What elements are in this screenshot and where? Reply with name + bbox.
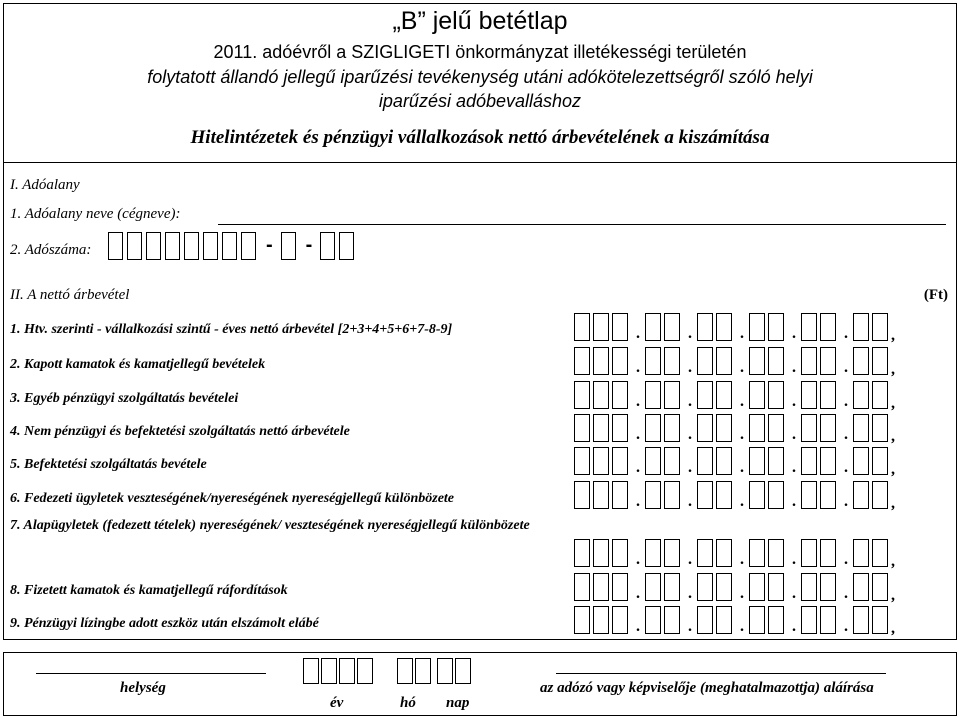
thousands-separator: .: [740, 618, 744, 635]
digit-box[interactable]: [612, 481, 628, 509]
digit-box[interactable]: [716, 381, 732, 409]
thousands-separator: .: [636, 393, 640, 410]
decimal-separator: ,: [891, 395, 895, 412]
thousands-separator: .: [844, 359, 848, 376]
digit-box[interactable]: [872, 481, 888, 509]
thousands-separator: .: [740, 493, 744, 510]
digit-box[interactable]: [697, 539, 713, 567]
row-label-4: 4. Nem pénzügyi és befektetési szolgáltatás nettó árbevétele: [10, 424, 350, 439]
row-label-8: 8. Fizetett kamatok és kamatjellegű ráfordítások: [10, 583, 288, 598]
thousands-separator: .: [636, 585, 640, 602]
digit-box[interactable]: [321, 658, 337, 684]
thousands-separator: .: [844, 393, 848, 410]
digit-box[interactable]: [820, 539, 836, 567]
digit-box[interactable]: [853, 347, 869, 375]
thousands-separator: .: [688, 551, 692, 568]
thousands-separator: .: [740, 426, 744, 443]
day-label: nap: [446, 695, 470, 711]
digit-box[interactable]: [697, 313, 713, 341]
thousands-separator: .: [792, 551, 796, 568]
digit-box[interactable]: [872, 606, 888, 634]
digit-box[interactable]: [612, 381, 628, 409]
digit-box[interactable]: [801, 606, 817, 634]
thousands-separator: .: [688, 459, 692, 476]
thousands-separator: .: [740, 551, 744, 568]
digit-box[interactable]: [872, 447, 888, 475]
digit-box[interactable]: [645, 573, 661, 601]
digit-box[interactable]: [574, 539, 590, 567]
digit-box[interactable]: [645, 381, 661, 409]
thousands-separator: .: [844, 426, 848, 443]
digit-box[interactable]: [108, 232, 123, 260]
year-label: év: [330, 695, 344, 711]
digit-box[interactable]: [853, 539, 869, 567]
digit-box[interactable]: [645, 447, 661, 475]
digit-box[interactable]: [612, 606, 628, 634]
thousands-separator: .: [740, 459, 744, 476]
digit-box[interactable]: [716, 606, 732, 634]
row-label-7: 7. Alapügyletek (fedezett tételek) nyereségének/ veszteségének nyereségjellegű különbözete: [10, 518, 530, 533]
digit-box[interactable]: [612, 539, 628, 567]
digit-box[interactable]: [241, 232, 256, 260]
decimal-separator: ,: [891, 361, 895, 378]
row-label-9: 9. Pénzügyi lízingbe adott eszköz után elszámolt elábé: [10, 616, 319, 631]
digit-box[interactable]: [281, 232, 296, 260]
decimal-separator: ,: [891, 327, 895, 344]
taxpayer-name-label: 1. Adóalany neve (cégneve):: [10, 206, 181, 222]
digit-box[interactable]: [872, 573, 888, 601]
digit-box[interactable]: [768, 414, 784, 442]
digit-box[interactable]: [801, 539, 817, 567]
header-line-2: folytatott állandó jellegű iparűzési tevékenység utáni adókötelezettségről szóló helyi: [147, 67, 813, 87]
digit-box[interactable]: [593, 347, 609, 375]
thousands-separator: .: [792, 585, 796, 602]
digit-box[interactable]: [664, 313, 680, 341]
thousands-separator: .: [844, 459, 848, 476]
dash-separator: -: [305, 234, 313, 256]
thousands-separator: .: [792, 393, 796, 410]
place-label: helység: [120, 680, 166, 696]
digit-box[interactable]: [664, 414, 680, 442]
digit-box[interactable]: [749, 606, 765, 634]
digit-box[interactable]: [749, 313, 765, 341]
thousands-separator: .: [844, 585, 848, 602]
row-label-5: 5. Befektetési szolgáltatás bevétele: [10, 457, 207, 472]
thousands-separator: .: [636, 618, 640, 635]
amount-field-3[interactable]: [574, 381, 903, 412]
form-title: „B” jelű betétlap: [392, 7, 568, 35]
digit-box[interactable]: [612, 447, 628, 475]
taxpayer-name-field[interactable]: [218, 224, 946, 225]
digit-box[interactable]: [853, 381, 869, 409]
digit-box[interactable]: [768, 481, 784, 509]
section-2-title: II. A nettó árbevétel: [10, 287, 130, 303]
thousands-separator: .: [740, 393, 744, 410]
digit-box[interactable]: [397, 658, 413, 684]
digit-box[interactable]: [801, 481, 817, 509]
decimal-separator: ,: [891, 495, 895, 512]
digit-box[interactable]: [801, 447, 817, 475]
thousands-separator: .: [636, 426, 640, 443]
digit-box[interactable]: [574, 481, 590, 509]
digit-box[interactable]: [645, 606, 661, 634]
row-label-6: 6. Fedezeti ügyletek veszteségének/nyereségének nyereségjellegű különbözete: [10, 491, 455, 506]
digit-box[interactable]: [801, 573, 817, 601]
digit-box[interactable]: [574, 347, 590, 375]
thousands-separator: .: [740, 325, 744, 342]
digit-box[interactable]: [853, 447, 869, 475]
digit-box[interactable]: [612, 313, 628, 341]
digit-box[interactable]: [697, 381, 713, 409]
digit-box[interactable]: [801, 381, 817, 409]
digit-box[interactable]: [415, 658, 431, 684]
thousands-separator: .: [688, 325, 692, 342]
digit-box[interactable]: [612, 347, 628, 375]
digit-box[interactable]: [612, 573, 628, 601]
digit-box[interactable]: [165, 232, 180, 260]
digit-box[interactable]: [222, 232, 237, 260]
digit-box[interactable]: [146, 232, 161, 260]
digit-box[interactable]: [820, 313, 836, 341]
digit-box[interactable]: [612, 414, 628, 442]
digit-box[interactable]: [645, 481, 661, 509]
digit-box[interactable]: [593, 573, 609, 601]
thousands-separator: .: [792, 459, 796, 476]
digit-box[interactable]: [357, 658, 373, 684]
digit-box[interactable]: [574, 573, 590, 601]
digit-box[interactable]: [768, 606, 784, 634]
digit-box[interactable]: [749, 573, 765, 601]
header-line-3: iparűzési adóbevalláshoz: [378, 91, 582, 111]
digit-box[interactable]: [645, 313, 661, 341]
digit-box[interactable]: [303, 658, 319, 684]
digit-box[interactable]: [664, 481, 680, 509]
digit-box[interactable]: [664, 573, 680, 601]
thousands-separator: .: [740, 359, 744, 376]
digit-box[interactable]: [749, 447, 765, 475]
thousands-separator: .: [688, 493, 692, 510]
tax-number-field[interactable]: [108, 232, 358, 260]
thousands-separator: .: [792, 618, 796, 635]
thousands-separator: .: [636, 459, 640, 476]
digit-box[interactable]: [697, 573, 713, 601]
thousands-separator: .: [688, 585, 692, 602]
thousands-separator: .: [636, 551, 640, 568]
digit-box[interactable]: [593, 313, 609, 341]
tax-number-label: 2. Adószáma:: [10, 242, 92, 258]
digit-box[interactable]: [768, 539, 784, 567]
digit-box[interactable]: [749, 347, 765, 375]
digit-box[interactable]: [593, 481, 609, 509]
date-field[interactable]: [303, 658, 473, 684]
digit-box[interactable]: [664, 381, 680, 409]
digit-box[interactable]: [820, 381, 836, 409]
digit-box[interactable]: [716, 539, 732, 567]
digit-box[interactable]: [184, 232, 199, 260]
digit-box[interactable]: [716, 414, 732, 442]
digit-box[interactable]: [872, 347, 888, 375]
digit-box[interactable]: [455, 658, 471, 684]
digit-box[interactable]: [749, 481, 765, 509]
digit-box[interactable]: [853, 481, 869, 509]
thousands-separator: .: [844, 325, 848, 342]
digit-box[interactable]: [749, 414, 765, 442]
thousands-separator: .: [688, 426, 692, 443]
thousands-separator: .: [844, 493, 848, 510]
decimal-separator: ,: [891, 461, 895, 478]
digit-box[interactable]: [716, 573, 732, 601]
digit-box[interactable]: [645, 539, 661, 567]
digit-box[interactable]: [820, 347, 836, 375]
digit-box[interactable]: [593, 414, 609, 442]
signature-label: az adózó vagy képviselője (meghatalmazottja) aláírása: [540, 680, 874, 696]
digit-box[interactable]: [697, 481, 713, 509]
digit-box[interactable]: [853, 606, 869, 634]
digit-box[interactable]: [593, 606, 609, 634]
digit-box[interactable]: [716, 481, 732, 509]
digit-box[interactable]: [749, 381, 765, 409]
digit-box[interactable]: [574, 606, 590, 634]
digit-box[interactable]: [645, 347, 661, 375]
digit-box[interactable]: [697, 414, 713, 442]
thousands-separator: .: [740, 585, 744, 602]
row-label-2: 2. Kapott kamatok és kamatjellegű bevételek: [10, 357, 266, 372]
dash-separator: -: [266, 234, 273, 256]
decimal-separator: ,: [891, 620, 895, 637]
digit-box[interactable]: [574, 381, 590, 409]
amount-field-1[interactable]: [574, 313, 903, 344]
digit-box[interactable]: [768, 347, 784, 375]
digit-box[interactable]: [853, 573, 869, 601]
digit-box[interactable]: [574, 447, 590, 475]
digit-box[interactable]: [872, 539, 888, 567]
digit-box[interactable]: [872, 414, 888, 442]
digit-box[interactable]: [574, 414, 590, 442]
digit-box[interactable]: [853, 313, 869, 341]
thousands-separator: .: [792, 325, 796, 342]
digit-box[interactable]: [645, 414, 661, 442]
digit-box[interactable]: [801, 414, 817, 442]
section-1-title: I. Adóalany: [10, 177, 80, 193]
digit-box[interactable]: [593, 539, 609, 567]
digit-box[interactable]: [437, 658, 453, 684]
digit-box[interactable]: [574, 313, 590, 341]
digit-box[interactable]: [697, 347, 713, 375]
signature-field[interactable]: [556, 673, 886, 674]
thousands-separator: .: [636, 359, 640, 376]
digit-box[interactable]: [749, 539, 765, 567]
digit-box[interactable]: [768, 381, 784, 409]
thousands-separator: .: [844, 551, 848, 568]
amount-field-8[interactable]: [574, 573, 903, 604]
form-subtitle: Hitelintézetek és pénzügyi vállalkozások nettó árbevételének a kiszámítása: [190, 127, 770, 148]
digit-box[interactable]: [664, 447, 680, 475]
digit-box[interactable]: [664, 539, 680, 567]
digit-box[interactable]: [872, 313, 888, 341]
decimal-separator: ,: [891, 428, 895, 445]
digit-box[interactable]: [872, 381, 888, 409]
digit-box[interactable]: [820, 481, 836, 509]
digit-box[interactable]: [716, 313, 732, 341]
digit-box[interactable]: [801, 347, 817, 375]
thousands-separator: .: [688, 393, 692, 410]
digit-box[interactable]: [768, 313, 784, 341]
digit-box[interactable]: [820, 573, 836, 601]
digit-box[interactable]: [820, 447, 836, 475]
thousands-separator: .: [792, 493, 796, 510]
digit-box[interactable]: [664, 347, 680, 375]
thousands-separator: .: [636, 325, 640, 342]
digit-box[interactable]: [820, 606, 836, 634]
digit-box[interactable]: [853, 414, 869, 442]
digit-box[interactable]: [716, 347, 732, 375]
thousands-separator: .: [688, 359, 692, 376]
place-field[interactable]: [36, 673, 266, 674]
month-label: hó: [400, 695, 416, 711]
digit-box[interactable]: [339, 658, 355, 684]
digit-box[interactable]: [593, 447, 609, 475]
row-label-1: 1. Htv. szerinti - vállalkozási szintű - éves nettó árbevétel [2+3+4+5+6+7-8-9]: [10, 322, 453, 337]
digit-box[interactable]: [716, 447, 732, 475]
digit-box[interactable]: [664, 606, 680, 634]
digit-box[interactable]: [593, 381, 609, 409]
amount-field-5[interactable]: [574, 447, 903, 478]
amount-field-2[interactable]: [574, 347, 903, 378]
decimal-separator: ,: [891, 553, 895, 570]
currency-unit: (Ft): [923, 287, 948, 303]
digit-box[interactable]: [768, 447, 784, 475]
amount-field-7[interactable]: [574, 539, 903, 570]
digit-box[interactable]: [697, 606, 713, 634]
digit-box[interactable]: [768, 573, 784, 601]
digit-box[interactable]: [320, 232, 335, 260]
digit-box[interactable]: [697, 447, 713, 475]
row-label-3: 3. Egyéb pénzügyi szolgáltatás bevételei: [10, 391, 239, 406]
digit-box[interactable]: [339, 232, 354, 260]
digit-box[interactable]: [127, 232, 142, 260]
decimal-separator: ,: [891, 587, 895, 604]
thousands-separator: .: [792, 359, 796, 376]
amount-field-9[interactable]: [574, 606, 903, 637]
digit-box[interactable]: [820, 414, 836, 442]
header-line-1: 2011. adóévről a SZIGLIGETI önkormányzat illetékességi területén: [213, 42, 747, 62]
amount-field-6[interactable]: [574, 481, 903, 512]
thousands-separator: .: [636, 493, 640, 510]
digit-box[interactable]: [203, 232, 218, 260]
amount-field-4[interactable]: [574, 414, 903, 445]
digit-box[interactable]: [801, 313, 817, 341]
thousands-separator: .: [688, 618, 692, 635]
thousands-separator: .: [844, 618, 848, 635]
thousands-separator: .: [792, 426, 796, 443]
